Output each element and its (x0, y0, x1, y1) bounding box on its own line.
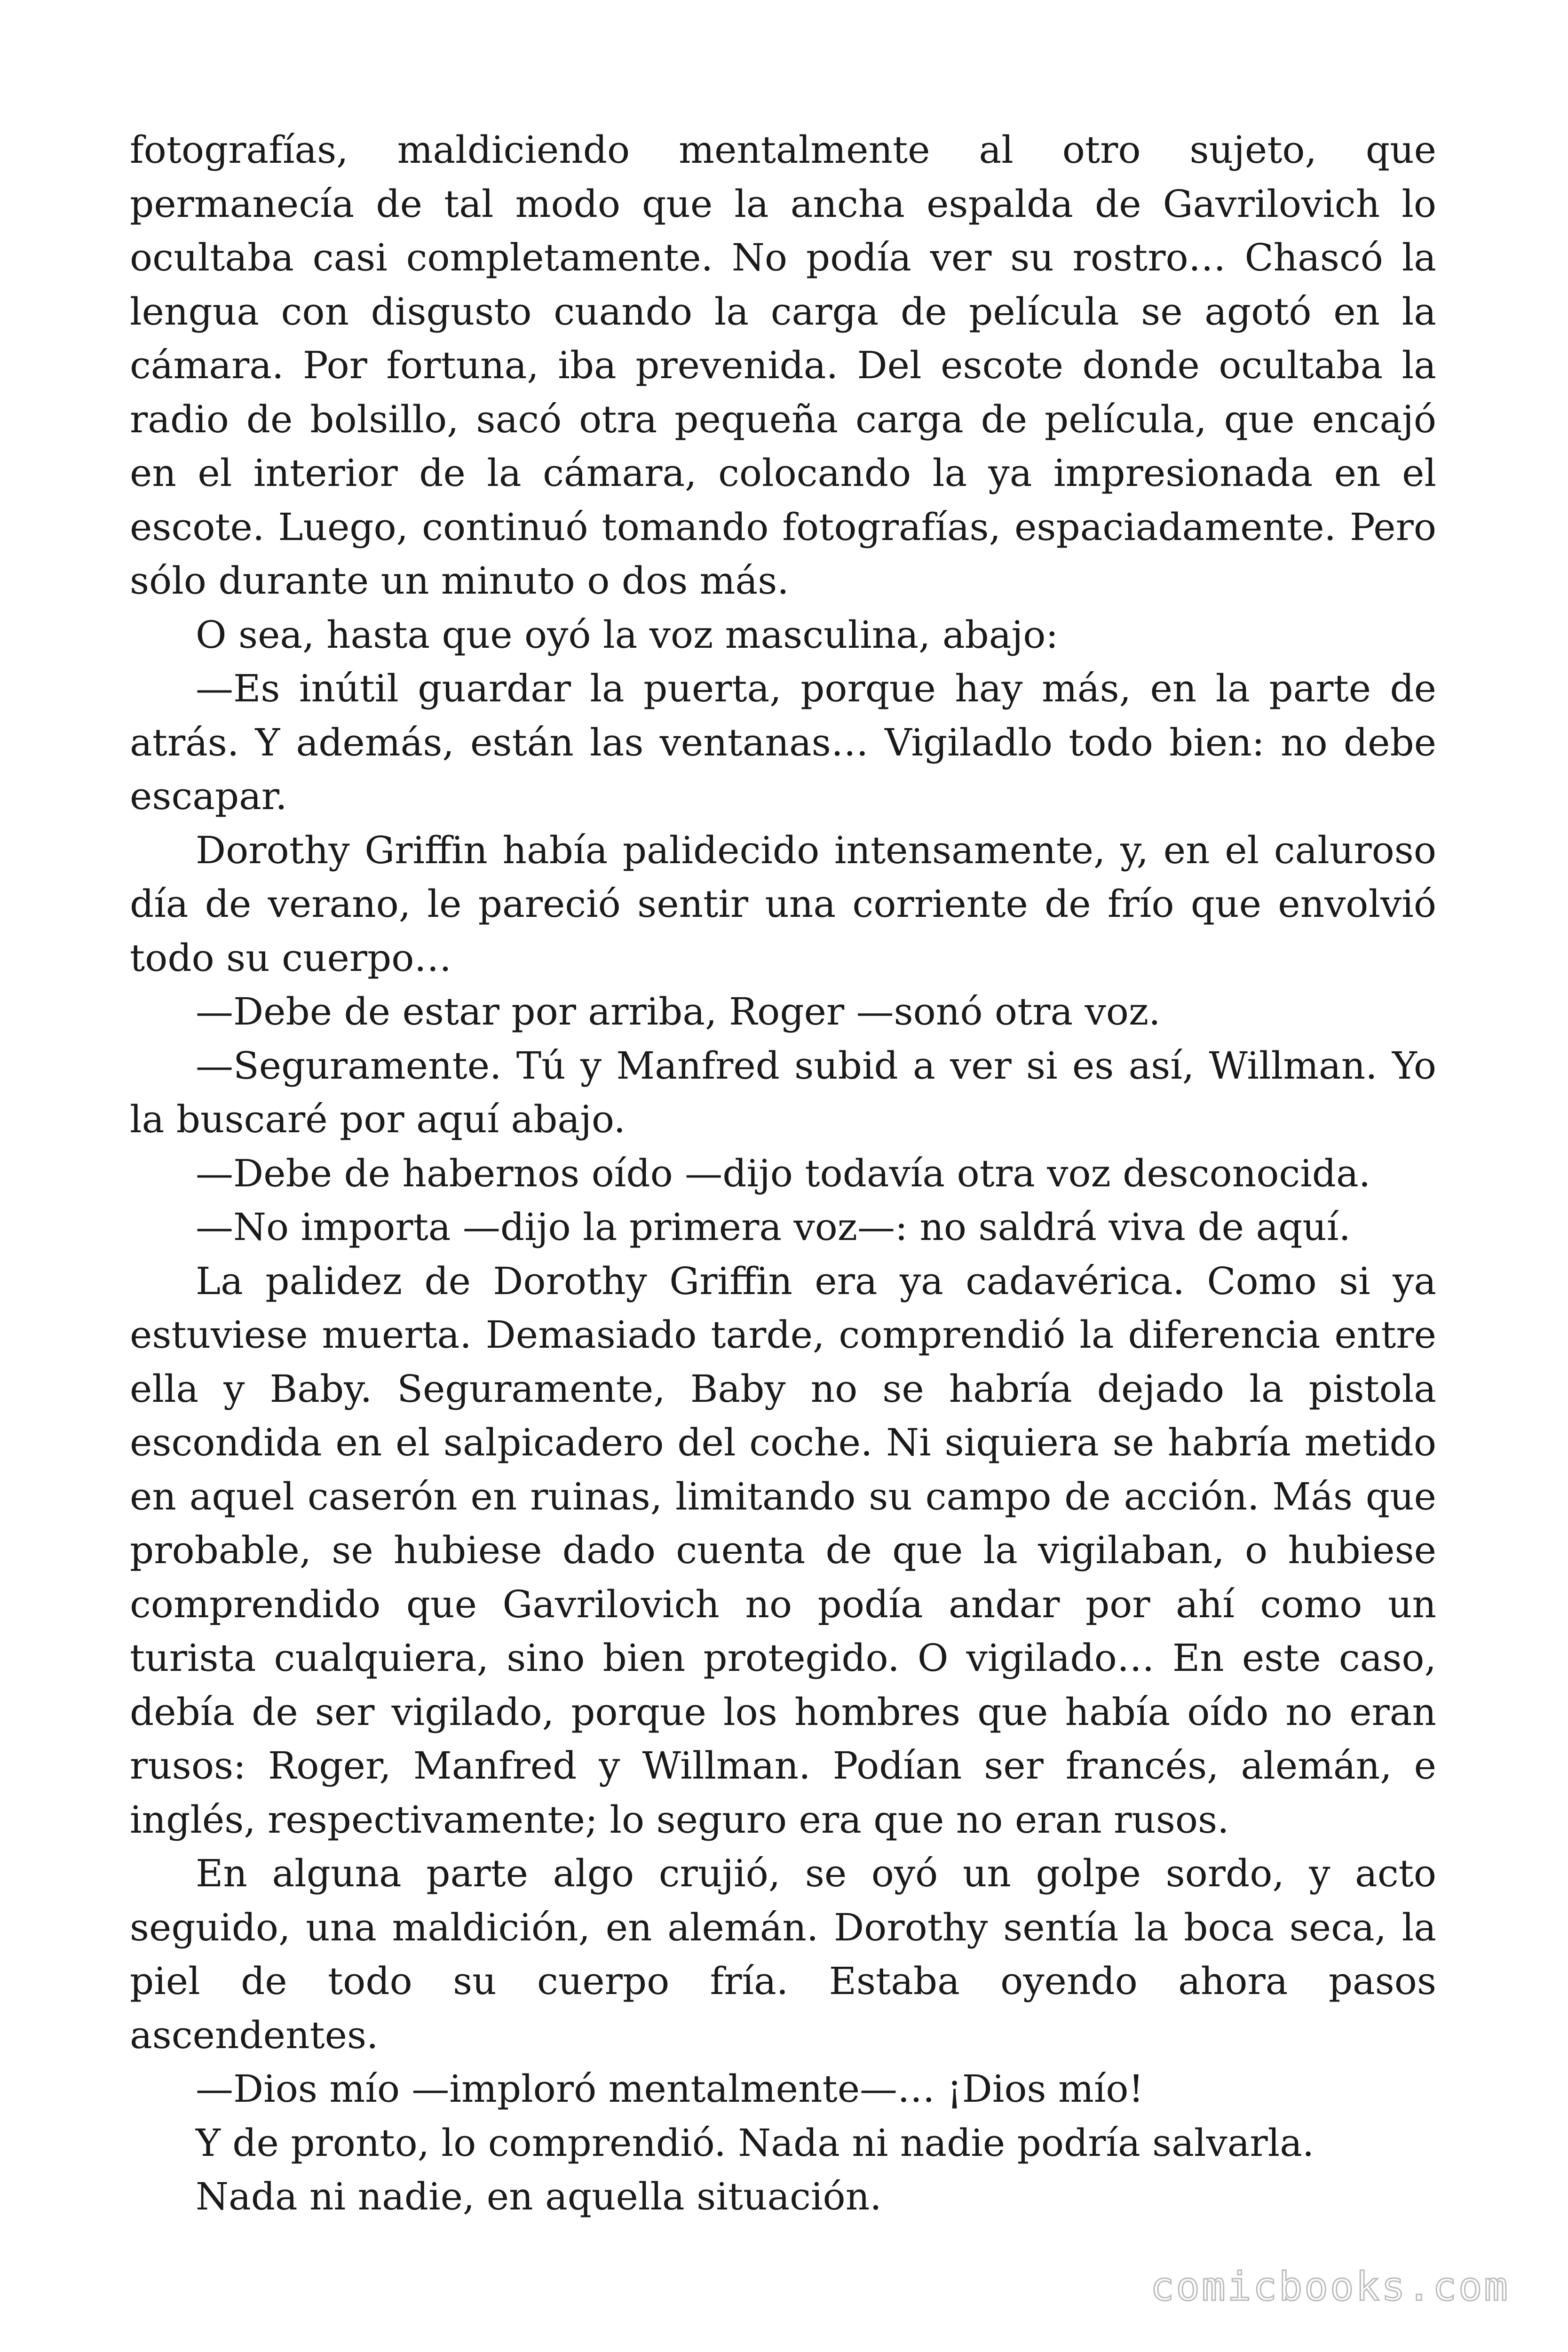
body-text (130, 123, 1436, 2224)
paragraph: O sea, hasta que oyó la voz masculina, abajo: (196, 612, 1059, 657)
paragraph: —Dios mío —imploró mentalmente—… ¡Dios mío! (196, 2067, 1144, 2111)
paragraph: Y de pronto, lo comprendió. Nada ni nadie podría salvarla. (196, 2121, 1315, 2165)
paragraph: —No importa —dijo la primera voz—: no saldrá viva de aquí. (196, 1205, 1351, 1249)
watermark: comicbooks.com (1150, 2264, 1510, 2310)
paragraph: Dorothy Griffin había palidecido intensamente, y, en el caluroso día de verano, le pareció sentir una corriente de frío que envolvió todo su cuerpo… (130, 828, 1436, 980)
paragraph: —Es inútil guardar la puerta, porque hay más, en la parte de atrás. Y además, están las ventanas… Vigiladlo todo bien: no debe escapar. (130, 667, 1436, 818)
paragraph: —Debe de estar por arriba, Roger —sonó otra voz. (196, 990, 1161, 1033)
paragraph: —Debe de habernos oído —dijo todavía otra voz desconocida. (196, 1151, 1371, 1195)
paragraph: La palidez de Dorothy Griffin era ya cadavérica. Como si ya estuviese muerta. Demasiado tarde, comprendió la diferencia entre ella y Baby. Seguramente, Baby no se habría dejado la pistola escondida en el salpicadero del coche. Ni siquiera se habría metido en aquel caserón en ruinas, limitando su campo de acción. Más que probable, se hubiese dado cuenta de que la vigilaban, o hubiese comprendido que Gavrilovich no podía andar por ahí como un turista cualquiera, sino bien protegido. O vigilado… En este caso, debía de ser vigilado, porque los hombres que había oído no eran rusos: Roger, Manfred y Willman. Podían ser francés, alemán, e inglés, respectivamente; lo seguro era que no eran rusos. (130, 1259, 1436, 1842)
paragraph: —Seguramente. Tú y Manfred subid a ver si es así, Willman. Yo la buscaré por aquí abajo. (130, 1043, 1436, 1141)
paragraph: Nada ni nadie, en aquella situación. (196, 2175, 882, 2218)
paragraph: En alguna parte algo crujió, se oyó un golpe sordo, y acto seguido, una maldición, en alemán. Dorothy sentía la boca seca, la piel de todo su cuerpo fría. Estaba oyendo ahora pasos ascendentes. (130, 1851, 1436, 2057)
paragraph: fotografías, maldiciendo mentalmente al otro sujeto, que permanecía de tal modo que la ancha espalda de Gavrilovich lo ocultaba casi completamente. No podía ver su rostro… Chascó la lengua con disgusto cuando la carga de película se agotó en la cámara. Por fortuna, iba prevenida. Del escote donde ocultaba la radio de bolsillo, sacó otra pequeña carga de película, que encajó en el interior de la cámara, colocando la ya impresionada en el escote. Luego, continuó tomando fotografías, espaciadamente. Pero sólo durante un minuto o dos más. (130, 128, 1436, 603)
